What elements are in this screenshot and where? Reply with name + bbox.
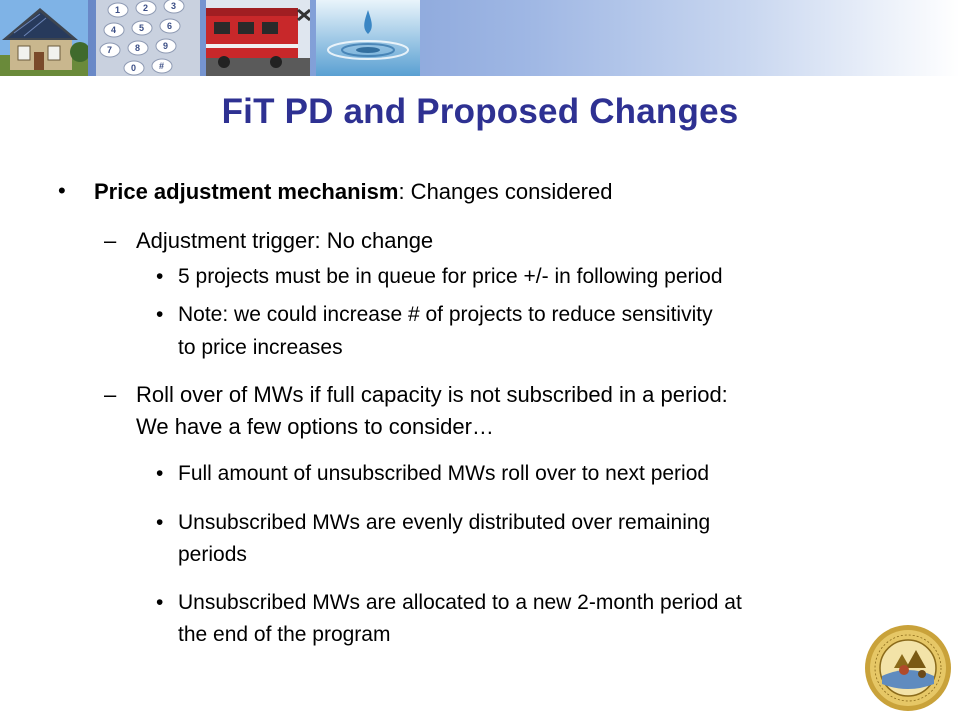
bullet-marker: • <box>58 178 66 203</box>
list-item: Full amount of unsubscribed MWs roll over to next period <box>178 462 710 485</box>
svg-text:1: 1 <box>115 5 121 15</box>
svg-text:3: 3 <box>171 1 177 11</box>
sub-bullet-adjustment-trigger: Adjustment trigger: No change <box>136 228 434 253</box>
sub-bullet-roll-over: Roll over of MWs if full capacity is not subscribed in a period: <box>136 382 728 407</box>
bullet-price-adjustment-rest: : Changes considered <box>398 179 613 204</box>
svg-text:2: 2 <box>143 3 149 13</box>
slide-title: FiT PD and Proposed Changes <box>221 92 739 131</box>
list-item: Unsubscribed MWs are allocated to a new 2-month period at <box>178 591 742 614</box>
cpuc-seal-logo <box>864 624 952 712</box>
list-item-continuation: periods <box>178 543 247 566</box>
svg-text:8: 8 <box>135 43 141 53</box>
bullet-marker: • <box>156 303 164 326</box>
bullet-marker: • <box>156 511 164 534</box>
svg-text:7: 7 <box>107 45 113 55</box>
bullet-marker: • <box>156 591 164 614</box>
dash-marker: – <box>104 382 117 407</box>
svg-text:4: 4 <box>111 25 117 35</box>
bullet-marker: • <box>156 462 164 485</box>
list-item: Unsubscribed MWs are evenly distributed over remaining <box>178 511 711 534</box>
list-item: 5 projects must be in queue for price +/- in following period <box>178 265 723 288</box>
svg-text:#: # <box>159 61 165 71</box>
bullet-price-adjustment-bold: Price adjustment mechanism <box>94 179 399 204</box>
list-item: Note: we could increase # of projects to reduce sensitivity <box>178 303 713 326</box>
svg-text:0: 0 <box>131 63 137 73</box>
bullet-marker: • <box>156 265 164 288</box>
dash-marker: – <box>104 228 117 253</box>
list-item-continuation: the end of the program <box>178 623 391 646</box>
list-item-continuation: to price increases <box>178 336 343 359</box>
bullet-price-adjustment <box>94 179 612 205</box>
svg-text:6: 6 <box>167 21 173 31</box>
svg-text:5: 5 <box>139 23 145 33</box>
svg-text:9: 9 <box>163 41 169 51</box>
sub-bullet-roll-over-continuation: We have a few options to consider… <box>136 414 494 439</box>
